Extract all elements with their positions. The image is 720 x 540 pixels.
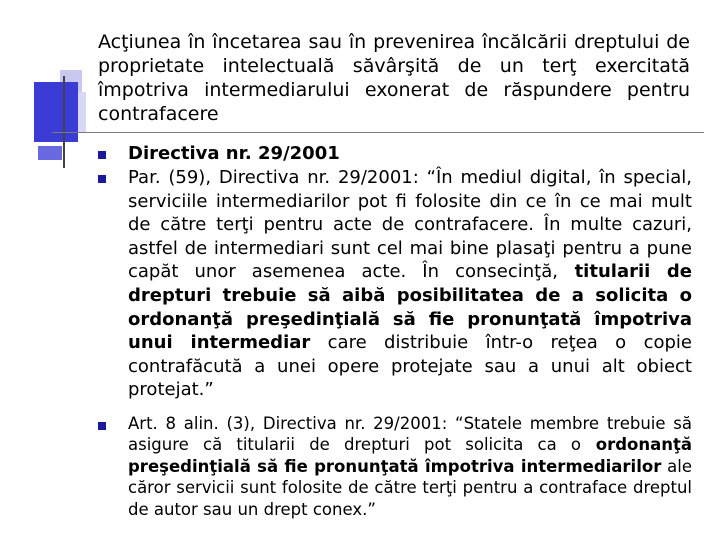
bullet-list bbox=[98, 142, 692, 520]
decor-block-light-right bbox=[78, 92, 86, 132]
square-bullet-icon bbox=[98, 422, 106, 430]
bullet-bold-text: titularii de drepturi trebuie să aibă posibilitatea de a solicita o ordonanţă preşedinţială să fie pronunţată împotriva unui intermediar bbox=[128, 261, 692, 354]
bullet-text-after: care distribuie într-o reţea o copie contrafăcută a unei opere protejate sau a unui alt obiect protejat.” bbox=[128, 332, 692, 401]
list-item bbox=[98, 142, 692, 165]
square-bullet-icon bbox=[98, 175, 106, 183]
bullet-text-after: ale căror servicii sunt folosite de către terţi pentru a contraface dreptul de autor sau un drept conex.” bbox=[128, 456, 693, 519]
decor-block-blue-small bbox=[38, 146, 62, 160]
bullet-text-before: Par. (59), Directiva nr. 29/2001: “În mediul digital, în special, serviciile intermediarilor pot fi folosite din ce în ce mai mult de către terţi pentru acte de contrafacere. În multe cazuri, astfel de intermediari sunt cel mai bine plasaţi pentru a pune capăt unor asemenea acte. În consecinţă, bbox=[128, 167, 692, 283]
decor-horizontal-line bbox=[52, 132, 704, 133]
decor-vertical-line bbox=[63, 76, 65, 168]
list-item bbox=[98, 166, 692, 402]
square-bullet-icon bbox=[98, 151, 106, 159]
bullet-bold-text: ordonanţă preşedinţială să fie pronunţată împotriva intermediarilor bbox=[128, 435, 692, 476]
slide-title: Acţiunea în încetarea sau în prevenirea încălcării dreptului de proprietate intelectuală săvârşită de un terţ exercitată împotriva intermediarului exonerat de răspundere pentru contrafacere bbox=[98, 31, 690, 125]
bullet-bold-text: Directiva nr. 29/2001 bbox=[128, 143, 340, 164]
decor-block-blue-large bbox=[34, 82, 78, 142]
bullet-text-before: Art. 8 alin. (3), Directiva nr. 29/2001: “Statele membre trebuie să asigure că titularii de drepturi pot solicita ca o bbox=[128, 413, 692, 455]
list-item bbox=[98, 413, 692, 521]
